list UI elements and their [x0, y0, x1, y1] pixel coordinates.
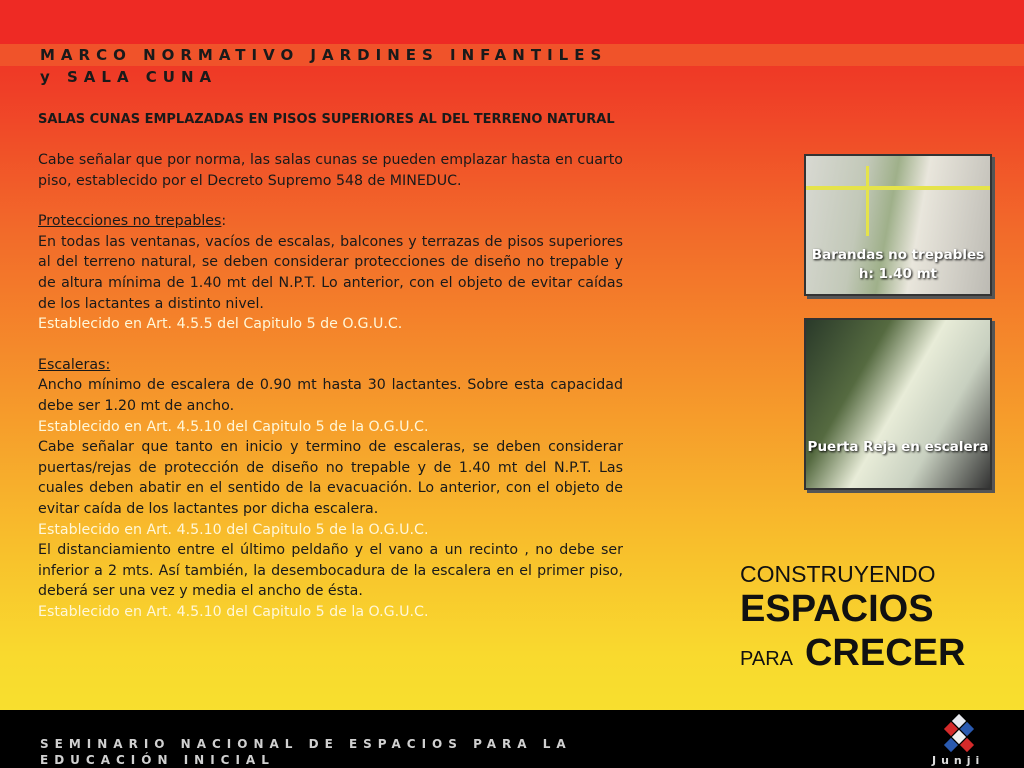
slide-title: MARCO NORMATIVO JARDINES INFANTILES y SALA CUNA	[40, 46, 608, 86]
brand-line-3	[740, 630, 965, 682]
stair-gate-photo-caption: Puerta Reja en escalera	[807, 439, 989, 455]
brand-crecer: CRECER	[804, 632, 966, 674]
intro-paragraph: Cabe señalar que por norma, las salas cunas se pueden emplazar hasta en cuarto piso, establecido por el Decreto Supremo 548 de MINEDUC.	[38, 152, 623, 189]
column-graphic	[866, 166, 869, 236]
stair-gate-photo	[804, 318, 992, 490]
railing-photo	[804, 154, 992, 296]
protecciones-heading-line	[38, 211, 623, 232]
escaleras-reference-2: Establecido en Art. 4.5.10 del Capitulo 5 de la O.G.U.C.	[38, 521, 429, 538]
escaleras-paragraph-3: El distanciamiento entre el último peldaño y el vano a un recinto , no debe ser inferior a 2 mts. Así también, la desembocadura de la escalera en el primer piso, deberá ser una vez y media el ancho de ésta.	[38, 542, 623, 600]
protecciones-colon: :	[221, 213, 227, 230]
escaleras-reference-1: Establecido en Art. 4.5.10 del Capitulo 5 de la O.G.U.C.	[38, 418, 429, 435]
protecciones-heading: Protecciones no trepables	[38, 213, 222, 230]
escaleras-reference-3: Establecido en Art. 4.5.10 del Capitulo 5 de la O.G.U.C.	[38, 603, 429, 620]
brand-para: PARA	[740, 648, 793, 670]
brand-block	[740, 560, 965, 682]
main-text	[38, 110, 623, 622]
top-red-bar	[0, 0, 1024, 44]
junji-logo-icon	[940, 714, 980, 754]
footer-text: SEMINARIO NACIONAL DE ESPACIOS PARA LA EDUCACIÓN INICIAL	[40, 737, 572, 767]
logo-text: Junji	[932, 754, 985, 767]
footer-bar	[0, 710, 1024, 768]
escaleras-paragraph-2: Cabe señalar que tanto en inicio y termino de escaleras, se deben considerar puertas/rejas de protección de diseño no trepable y de 1.40 mt del N.P.T. Las cuales deben abatir en el sentido de la evacuación. Lo anterior, con el objeto de evitar caída de los lactantes por dicha escalera.	[38, 439, 623, 517]
protecciones-body: En todas las ventanas, vacíos de escalas, balcones y terrazas de pisos superiores al del terreno natural, se deben considerar protecciones de diseño no trepable y de altura mínima de 1.40 mt del N.P.T. Lo anterior, con el objeto de evitar caídas de los lactantes a distinto nivel.	[38, 233, 623, 312]
section-subheading: SALAS CUNAS EMPLAZADAS EN PISOS SUPERIORES AL DEL TERRENO NATURAL	[38, 112, 615, 127]
railing-photo-caption: Barandas no trepables h: 1.40 mt	[811, 247, 985, 282]
escaleras-paragraph-1: Ancho mínimo de escalera de 0.90 mt hasta 30 lactantes. Sobre esta capacidad debe ser 1.20 mt de ancho.	[38, 377, 623, 414]
escaleras-heading: Escaleras:	[38, 356, 111, 373]
brand-line-1: CONSTRUYENDO	[740, 561, 936, 587]
brand-line-2: ESPACIOS	[740, 588, 934, 630]
railing-graphic	[806, 186, 990, 190]
protecciones-reference: Establecido en Art. 4.5.5 del Capitulo 5 de O.G.U.C.	[38, 316, 403, 333]
